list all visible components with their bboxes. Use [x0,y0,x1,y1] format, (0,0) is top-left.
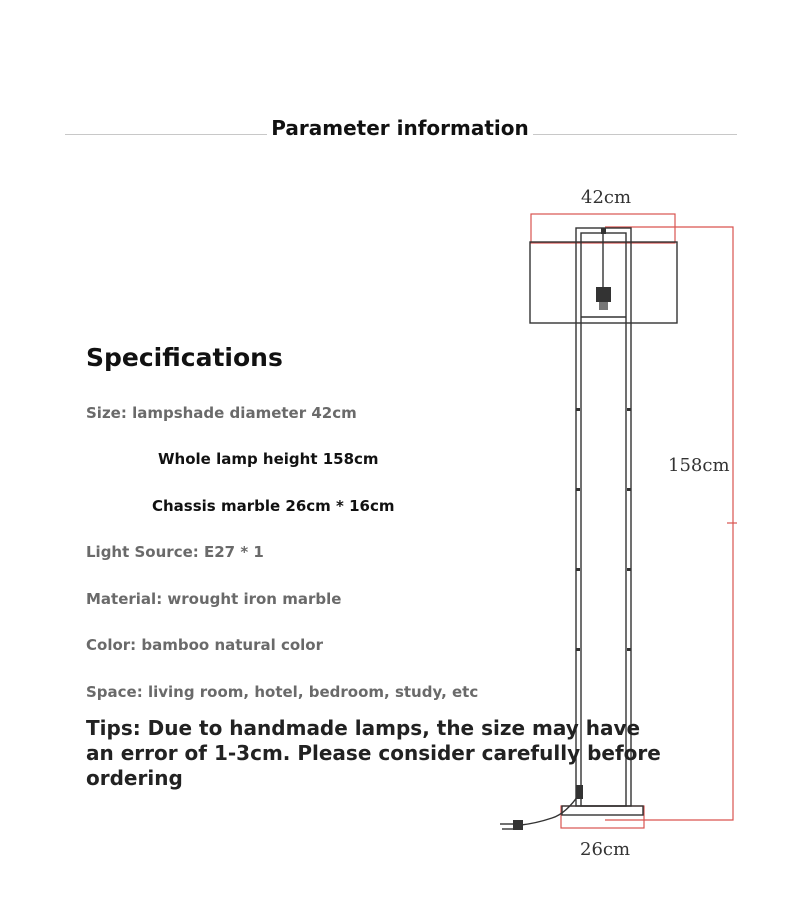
spec-material: Material: wrought iron marble [86,590,342,608]
spec-chassis: Chassis marble 26cm * 16cm [152,497,395,515]
joint-mark [576,488,580,491]
tips-text: Tips: Due to handmade lamps, the size may have an error of 1-3cm. Please consider carefully before ordering [86,716,661,790]
bulb-base [599,302,608,310]
base-width-label: 26cm [580,839,631,860]
joint-mark [627,568,631,571]
marble-base [562,806,643,815]
page-title-text: Parameter information [267,116,532,140]
joint-mark [627,648,631,651]
plug-body [513,820,523,830]
specifications-heading: Specifications [86,343,283,372]
lamp-socket [596,287,611,302]
joint-mark [576,408,580,411]
spec-space: Space: living room, hotel, bedroom, study, etc [86,683,479,701]
top-cap [601,228,606,234]
height-label: 158cm [668,455,730,476]
shade-width-label: 42cm [581,187,632,208]
power-cord [521,793,580,825]
base-width-dimension [561,806,644,828]
spec-color: Color: bamboo natural color [86,636,324,654]
joint-mark [627,408,631,411]
joint-mark [627,488,631,491]
spec-light-source: Light Source: E27 * 1 [86,543,264,561]
joint-mark [576,648,580,651]
spec-size: Size: lampshade diameter 42cm [86,404,357,422]
joint-mark [576,568,580,571]
spec-height: Whole lamp height 158cm [158,450,379,468]
